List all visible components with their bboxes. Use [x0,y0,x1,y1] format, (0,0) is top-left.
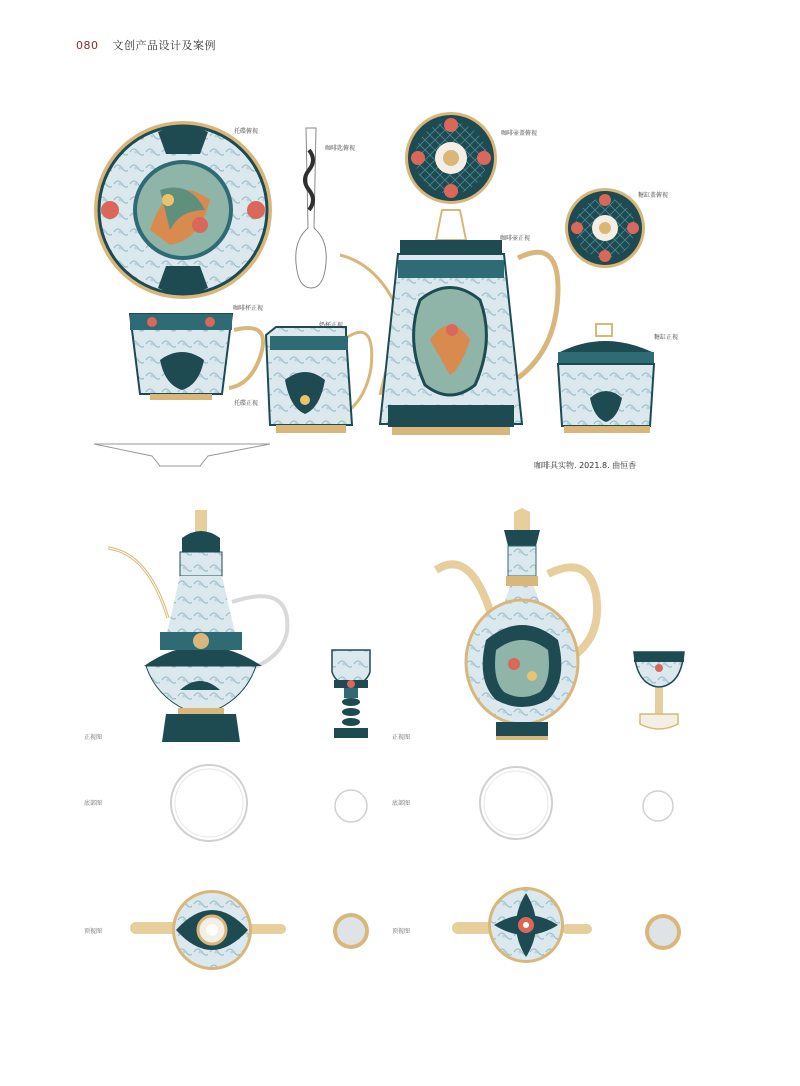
coffee-set-caption: 咖啡具实物. 2021.8. 曲恒香 [534,461,637,470]
label-saucer-top: 托碟俯视 [234,128,259,135]
left-ewer-top-view [130,890,286,970]
label-right-front-view: 正视图 [392,734,411,741]
label-left-top-view: 顶视图 [84,928,103,935]
creamer-front-view [266,327,372,433]
label-left-front-view: 正视图 [84,734,103,741]
coffee-pot-front-view [340,210,558,435]
right-ewer-bottom-view [480,767,552,839]
right-ewer-top-view [452,887,592,963]
label-spoon-top: 咖啡匙俯视 [325,145,356,152]
left-ewer-bottom-view [171,765,247,841]
right-cup-bottom-view [643,791,673,821]
coffee-spoon [296,128,327,288]
sugar-bowl-front-view [558,324,654,433]
label-right-bottom-view: 底部图 [392,800,411,807]
page-number: 080 [76,39,99,52]
coffee-cup-front-view [130,314,263,400]
label-cup-front: 咖啡杯正视 [233,305,264,312]
left-wine-ewer-front-view [108,510,287,742]
right-wine-cup-front-view [634,652,684,729]
left-wine-cup-front-view [332,650,370,738]
label-sugar-lid-top: 糖缸盖俯视 [638,192,669,199]
label-left-bottom-view: 底部图 [84,800,103,807]
left-cup-bottom-view [335,790,367,822]
label-pot-front: 咖啡壶正视 [500,235,531,242]
book-title: 文创产品设计及案例 [112,39,216,52]
label-creamer-front: 奶杯正视 [319,322,344,329]
label-saucer-front: 托碟正视 [234,400,259,407]
label-pot-lid-top: 咖啡壶盖俯视 [501,130,538,137]
coffee-pot-lid-top-view [405,112,497,204]
saucer-top-view [94,121,272,299]
right-cup-top-view [645,914,681,950]
sugar-lid-top-view [565,188,645,268]
left-cup-top-view [333,913,369,949]
label-sugar-front: 糖缸正视 [654,334,679,341]
label-right-top-view: 顶视图 [392,928,411,935]
right-wine-ewer-front-view [436,508,597,740]
saucer-front-view [94,444,270,466]
